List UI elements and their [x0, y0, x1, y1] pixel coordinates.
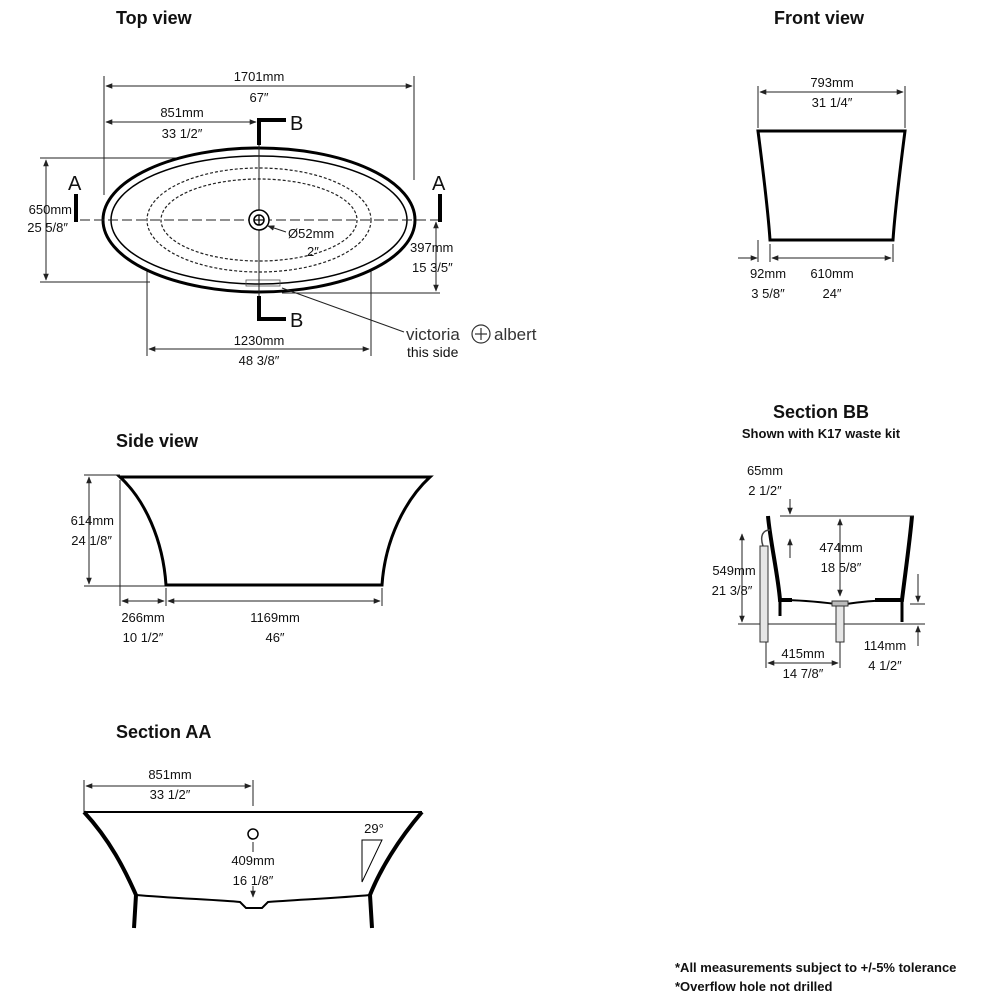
overhang-in: 10 1/2″ [122, 630, 164, 645]
section-aa [84, 722, 422, 928]
front-width-mm: 793mm [810, 75, 854, 90]
side-height-mm: 614mm [70, 513, 114, 528]
brand-right: albert [494, 325, 537, 344]
depth-mm: 474mm [819, 540, 863, 555]
floor-in: 4 1/2″ [868, 658, 902, 673]
offset-in: 15 3/5″ [412, 260, 453, 275]
drain-pipe [836, 604, 844, 642]
drain-fitting [832, 601, 848, 606]
front-width-in: 31 1/4″ [811, 95, 853, 110]
section-b-label-top: B [290, 113, 304, 135]
width-in: 25 5/8″ [27, 220, 68, 235]
aa-center-in: 33 1/2″ [149, 787, 191, 802]
section-b-label-bottom: B [290, 310, 304, 332]
aa-wall-left [84, 812, 136, 928]
overflow-pipe [760, 546, 768, 642]
overflow-hole-icon [248, 829, 258, 839]
section-b-marker-top [259, 120, 286, 121]
side-view [71, 431, 430, 645]
front-base-mm: 610mm [810, 266, 854, 281]
base-in: 48 3/8″ [238, 353, 280, 368]
rim-mm: 65mm [746, 463, 784, 478]
section-bb-subtitle: Shown with K17 waste kit [741, 426, 901, 441]
overflow-mm: 409mm [231, 853, 275, 868]
overflow-in: 16 1/8″ [232, 873, 274, 888]
foot-mm: 92mm [749, 266, 787, 281]
depth-in: 18 5/8″ [820, 560, 862, 575]
length-mm: 1701mm [233, 69, 285, 84]
center-mm: 851mm [160, 105, 204, 120]
top-view-title: Top view [116, 8, 192, 28]
brand-left: victoria [406, 325, 460, 344]
waste-pos-mm: 415mm [781, 646, 825, 661]
base-mm: 1230mm [233, 333, 285, 348]
aa-center-mm: 851mm [148, 767, 192, 782]
bb-wall-right [875, 516, 912, 600]
section-bb [712, 402, 925, 681]
bb-height-mm: 549mm [712, 563, 756, 578]
tub-side-outline [120, 477, 430, 585]
front-view-title: Front view [774, 8, 865, 28]
waste-dim-in: 2″ [307, 244, 319, 259]
waste-pos-in: 14 7/8″ [782, 666, 824, 681]
side-height-in: 24 1/8″ [71, 533, 112, 548]
notes [675, 960, 956, 994]
angle-label: 29° [364, 821, 384, 836]
offset-mm: 397mm [410, 240, 454, 255]
bb-height-in: 21 3/8″ [711, 583, 753, 598]
note-tolerance: *All measurements subject to +/-5% tolerance [675, 960, 957, 975]
width-mm: 650mm [28, 202, 72, 217]
front-view [738, 8, 905, 301]
overhang-mm: 266mm [121, 610, 165, 625]
side-base-in: 46″ [265, 630, 285, 645]
section-a-label-left: A [68, 173, 82, 195]
waste-dim-mm: Ø52mm [288, 226, 335, 241]
section-bb-title: Section BB [772, 402, 870, 422]
bb-wall-left [768, 516, 792, 600]
length-in: 67″ [249, 90, 269, 105]
brand-note: this side [407, 344, 459, 360]
front-base-in: 24″ [822, 286, 842, 301]
side-view-title: Side view [116, 431, 199, 451]
note-overflow: *Overflow hole not drilled [675, 979, 833, 994]
rim-in: 2 1/2″ [748, 483, 782, 498]
section-aa-title: Section AA [116, 722, 212, 742]
floor-mm: 114mm [863, 638, 907, 653]
foot-in: 3 5/8″ [751, 286, 785, 301]
top-view [27, 8, 537, 368]
tub-front-outline [758, 131, 905, 240]
side-base-mm: 1169mm [250, 610, 300, 625]
center-in: 33 1/2″ [161, 126, 203, 141]
section-a-label-right: A [432, 173, 446, 195]
